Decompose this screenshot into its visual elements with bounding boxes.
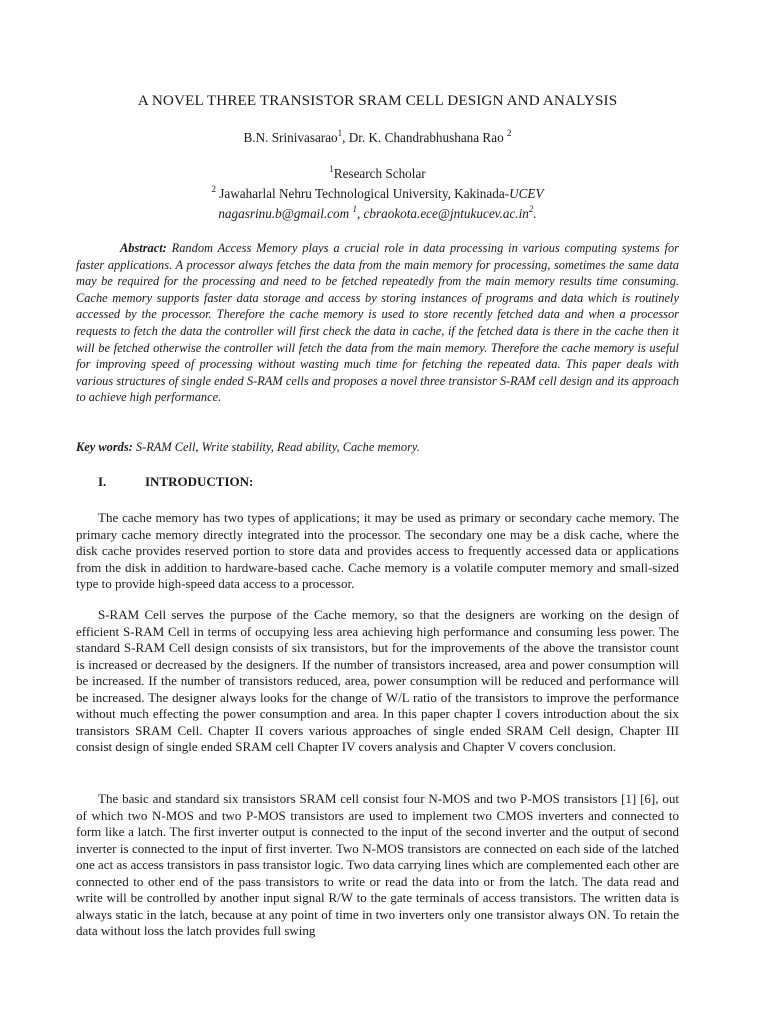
keywords-label: Key words: <box>76 440 133 454</box>
affiliation-2 <box>76 183 679 202</box>
email-end: . <box>533 206 537 221</box>
author-1-superscript: 1 <box>337 127 343 138</box>
abstract-label: Abstract: <box>120 241 167 255</box>
author-2-name: Dr. K. Chandrabhushana Rao <box>348 130 507 145</box>
author-separator: , <box>342 130 349 145</box>
email-1[interactable]: nagasrinu.b@gmail.com <box>218 206 353 221</box>
abstract-paragraph <box>76 240 679 406</box>
author-1-name: B.N. Srinivasarao <box>243 130 338 145</box>
email-line <box>76 203 679 222</box>
body-paragraph: The basic and standard six transistors SRAM cell consist four N-MOS and two P-MOS transistors [1] [6], out of which two N-MOS and two P-MOS transistors are used to implement two CMOS inverters and connected to form like a latch. The first inverter output is connected to the input of the second inverter and the output of second inverter is connected to the input of first inverter. Two N-MOS transistors are connected on each side of the latched one act as access transistors in pass transistor logic. Two data carrying lines which are complemented each other are connected to other end of the pass transistors to write or read the data into or from the latch. The data read and write will be controlled by another input signal R/W to the gate terminals of access transistors. The written data is always static in the latch, because at any point of time in two inverters only one transistor always ON. To retain the data without loss the latch provides full swing <box>76 791 679 938</box>
section-title: INTRODUCTION: <box>145 474 254 489</box>
body-paragraph: The cache memory has two types of applications; it may be used as primary or secondary cache memory. The primary cache memory directly integrated into the processor. The secondary one may be a disk cache, where the disk cache provides reserved portion to store data and provides access to frequently accessed data or applications from the disk in addition to hardware-based cache. Cache memory is a volatile computer memory and small-sized type to provide high-speed data access to a processor. <box>76 510 679 591</box>
email-2-superscript: 2 <box>528 203 534 214</box>
keywords-line <box>76 440 679 455</box>
affiliation-2-text: Jawaharlal Nehru Technological University, Kakinada- <box>215 186 510 201</box>
email-2[interactable]: cbraokota.ece@jntukucev.ac.in <box>363 206 529 221</box>
section-heading-introduction <box>98 474 253 490</box>
author-2-superscript: 2 <box>506 127 512 138</box>
email-separator: , <box>356 206 364 221</box>
affiliation-1-text: Research Scholar <box>333 166 426 181</box>
affiliation-2-superscript: 2 <box>211 183 216 194</box>
abstract-text: Random Access Memory plays a crucial role in data processing in various computing systems for faster applications. A processor always fetches the data from the main memory for processing, sometimes the same data may be required for the processing and need to be fetched repeatedly from the main memory results time consuming. Cache memory supports faster data storage and access by storing instances of programs and data which is routinely accessed by the processor. Therefore the cache memory is used to store recently fetched data and when a processor requests to fetch the data the controller will first check the data in cache, if the fetched data is there in the cache then it will be fetched otherwise the controller will fetch the data from the main memory. Therefore the cache memory is useful for improving speed of processing without wasting much time for fetching the repeated data. This paper deals with various structures of single ended S-RAM cells and proposes a novel three transistor S-RAM cell design and its approach to achieve high performance. <box>76 241 679 405</box>
affiliation-2-italic: UCEV <box>509 186 544 201</box>
keywords-text: S-RAM Cell, Write stability, Read ability, Cache memory. <box>132 440 420 454</box>
paper-title: A NOVEL THREE TRANSISTOR SRAM CELL DESIGN AND ANALYSIS <box>137 92 618 109</box>
affiliation-1-superscript: 1 <box>329 163 334 174</box>
email-1-superscript: 1 <box>352 203 357 214</box>
body-paragraph: S-RAM Cell serves the purpose of the Cache memory, so that the designers are working on the design of efficient S-RAM Cell in terms of occupying less area achieving high performance and consuming less power. The standard S-RAM Cell design consists of six transistors, but for the improvements of the above the transistor count is increased or decreased by the designers. If the number of transistors increased, area and power consumption will be increased. If the number of transistors reduced, area, power consumption will be reduced and performance will be increased. The designer always looks for the change of W/L ratio of the transistors to improve the performance without much effecting the power consumption and area. In this paper chapter I covers introduction about the six transistors SRAM Cell. Chapter II covers various approaches of single ended SRAM Cell design, Chapter III consist design of single ended SRAM cell Chapter IV covers analysis and Chapter V covers conclusion. <box>76 607 679 754</box>
section-number: I. <box>98 474 107 489</box>
affiliation-1 <box>76 163 679 182</box>
author-line <box>76 127 679 146</box>
